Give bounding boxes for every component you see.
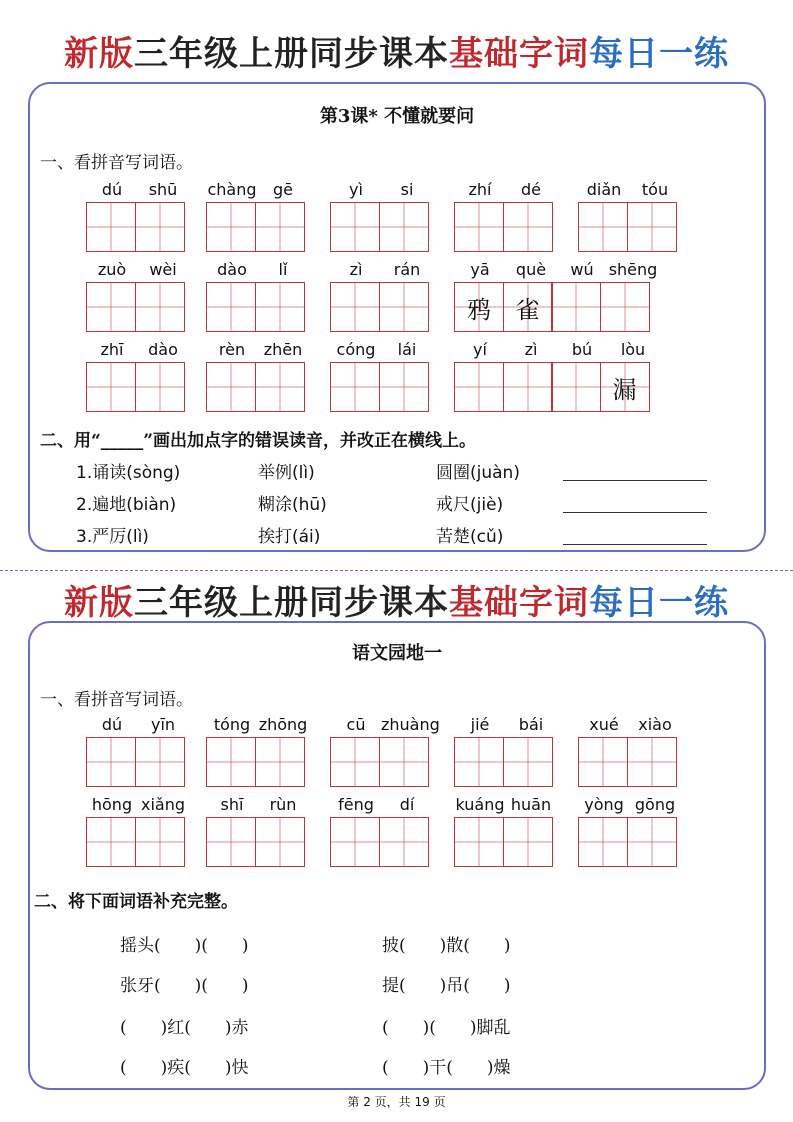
- pinyin-syllable: rèn: [218, 340, 246, 359]
- tianzige-cell[interactable]: [135, 202, 185, 252]
- cell-character: [256, 738, 304, 786]
- banner-part-grade: 三年级上册同步课本: [134, 583, 449, 623]
- writing-cells: [86, 202, 183, 252]
- tianzige-cell[interactable]: [503, 817, 553, 867]
- cell-character: [628, 738, 676, 786]
- cell-character: [579, 818, 627, 866]
- pinyin-syllable: si: [400, 180, 414, 199]
- cell-character: [504, 818, 552, 866]
- pinyin-syllable: cū: [346, 715, 366, 734]
- question1-heading: 一、看拼音写词语。: [40, 690, 193, 710]
- tianzige-cell[interactable]: [379, 202, 429, 252]
- writing-cells: [86, 817, 183, 867]
- tianzige-cell[interactable]: [206, 362, 256, 412]
- cell-character: [455, 818, 503, 866]
- pinyin-syllable: cóng: [336, 340, 376, 359]
- cell-character: [380, 283, 428, 331]
- pinyin-syllable: yā: [470, 260, 490, 279]
- pronunciation-item: 苦楚(cǔ): [436, 527, 504, 547]
- idiom-blank[interactable]: 披( )散( ): [382, 936, 511, 956]
- cell-character: [552, 363, 600, 411]
- banner-part-grade: 三年级上册同步课本: [134, 34, 449, 74]
- writing-cells: [330, 202, 427, 252]
- cell-character: [136, 363, 184, 411]
- pinyin-syllable: wèi: [149, 260, 177, 279]
- pinyin-syllable: huān: [510, 795, 552, 814]
- pinyin-syllable: dé: [521, 180, 541, 199]
- pinyin-syllable: chàng: [207, 180, 257, 199]
- writing-cells: [330, 817, 427, 867]
- pinyin-syllable: lòu: [620, 340, 646, 359]
- idiom-blank[interactable]: ( )疾( )快: [120, 1058, 249, 1078]
- pinyin-syllable: dí: [399, 795, 415, 814]
- worksheet-card-lesson3: [28, 82, 766, 552]
- writing-cells: [454, 737, 551, 787]
- answer-line[interactable]: [563, 512, 707, 513]
- cell-character: [601, 283, 649, 331]
- writing-cells: [86, 737, 183, 787]
- page-banner-title-2: [0, 575, 793, 624]
- cell-character: [331, 818, 379, 866]
- writing-cells: [86, 282, 183, 332]
- tianzige-cell[interactable]: [600, 282, 650, 332]
- tianzige-cell[interactable]: [135, 737, 185, 787]
- cell-character: [579, 203, 627, 251]
- cell-character: [87, 818, 135, 866]
- tianzige-cell[interactable]: [255, 202, 305, 252]
- writing-cells: [330, 282, 427, 332]
- tianzige-cell[interactable]: [86, 282, 136, 332]
- pinyin-syllable: lái: [397, 340, 417, 359]
- pinyin-syllable: zì: [524, 340, 538, 359]
- banner-part-basic: 基础字词: [449, 34, 589, 74]
- cell-character: 鸦: [467, 295, 491, 324]
- page-footer: 第 2 页，共 19 页: [347, 1095, 446, 1109]
- tianzige-cell[interactable]: [330, 737, 380, 787]
- writing-cells: [206, 282, 303, 332]
- pinyin-syllable: què: [515, 260, 547, 279]
- tianzige-cell[interactable]: [255, 362, 305, 412]
- pronunciation-item: 1.诵读(sòng): [76, 463, 181, 483]
- cell-character: 漏: [612, 375, 637, 404]
- tianzige-cell[interactable]: [86, 737, 136, 787]
- tianzige-cell[interactable]: [86, 362, 136, 412]
- writing-cells: [578, 202, 675, 252]
- tianzige-cell[interactable]: [503, 362, 553, 412]
- cell-character: [380, 738, 428, 786]
- pinyin-syllable: tóng: [213, 715, 251, 734]
- writing-cells: [206, 202, 303, 252]
- cell-character: [207, 818, 255, 866]
- banner-part-daily: 每日一练: [589, 583, 729, 623]
- tianzige-cell[interactable]: [206, 282, 256, 332]
- answer-line[interactable]: [563, 544, 707, 545]
- tianzige-cell[interactable]: [600, 362, 650, 412]
- tianzige-cell[interactable]: [627, 202, 677, 252]
- tianzige-cell[interactable]: [454, 737, 504, 787]
- pinyin-syllable: yì: [349, 180, 363, 199]
- page-divider: [0, 570, 793, 571]
- cell-character: [256, 818, 304, 866]
- tianzige-cell[interactable]: [551, 362, 601, 412]
- pinyin-syllable: jié: [470, 715, 490, 734]
- writing-cells: [330, 737, 427, 787]
- writing-cells: [454, 282, 648, 332]
- pinyin-syllable: dú: [101, 180, 123, 199]
- lesson-title: 第3课* 不懂就要问: [319, 106, 475, 127]
- tianzige-cell[interactable]: [578, 817, 628, 867]
- idiom-blank[interactable]: 提( )吊( ): [382, 976, 511, 996]
- cell-character: [504, 363, 552, 411]
- tianzige-cell[interactable]: [627, 817, 677, 867]
- writing-cells: [330, 362, 427, 412]
- question1-heading: 一、看拼音写词语。: [40, 153, 193, 173]
- cell-character: [87, 738, 135, 786]
- cell-character: [628, 203, 676, 251]
- tianzige-cell[interactable]: [255, 282, 305, 332]
- writing-cells: [206, 362, 303, 412]
- pinyin-syllable: zhí: [468, 180, 492, 199]
- writing-cells: [578, 737, 675, 787]
- cell-character: [455, 363, 503, 411]
- tianzige-cell[interactable]: [379, 362, 429, 412]
- pinyin-syllable: yòng: [584, 795, 624, 814]
- cell-character: [207, 363, 255, 411]
- pinyin-syllable: shēng: [608, 260, 658, 279]
- pinyin-syllable: fēng: [338, 795, 374, 814]
- pronunciation-item: 挨打(ái): [258, 527, 321, 547]
- tianzige-cell[interactable]: [255, 817, 305, 867]
- answer-line[interactable]: [563, 480, 707, 481]
- tianzige-cell[interactable]: [206, 737, 256, 787]
- cell-character: [331, 738, 379, 786]
- cell-character: [455, 203, 503, 251]
- writing-cells: [86, 362, 183, 412]
- banner-part-new-edition: 新版: [64, 34, 134, 74]
- tianzige-cell[interactable]: [454, 362, 504, 412]
- idiom-blank[interactable]: ( )干( )燥: [382, 1058, 511, 1078]
- tianzige-cell[interactable]: [135, 282, 185, 332]
- cell-character: [331, 363, 379, 411]
- tianzige-cell[interactable]: [551, 282, 601, 332]
- writing-cells: [454, 817, 551, 867]
- cell-character: [87, 203, 135, 251]
- pinyin-syllable: gē: [273, 180, 293, 199]
- pronunciation-item: 2.遍地(biàn): [76, 495, 177, 515]
- worksheet-card-garden1: [28, 621, 766, 1090]
- pinyin-syllable: dú: [101, 715, 123, 734]
- pinyin-syllable: zuò: [97, 260, 127, 279]
- idiom-blank[interactable]: ( )( )脚乱: [382, 1018, 511, 1038]
- cell-character: [136, 818, 184, 866]
- pinyin-syllable: dào: [148, 340, 178, 359]
- lesson-title: 语文园地一: [352, 643, 442, 664]
- tianzige-cell[interactable]: [454, 817, 504, 867]
- tianzige-cell[interactable]: [86, 202, 136, 252]
- tianzige-cell[interactable]: [379, 282, 429, 332]
- cell-character: [504, 738, 552, 786]
- pinyin-syllable: shū: [148, 180, 178, 199]
- pinyin-syllable: gōng: [634, 795, 676, 814]
- cell-character: [380, 363, 428, 411]
- tianzige-cell[interactable]: [86, 817, 136, 867]
- pinyin-syllable: rán: [393, 260, 421, 279]
- tianzige-cell[interactable]: [206, 202, 256, 252]
- pinyin-syllable: zhōng: [258, 715, 308, 734]
- cell-character: [136, 738, 184, 786]
- cell-character: [579, 738, 627, 786]
- cell-character: [552, 283, 600, 331]
- pinyin-syllable: zhēn: [263, 340, 303, 359]
- writing-cells: [578, 817, 675, 867]
- cell-character: [455, 738, 503, 786]
- tianzige-cell[interactable]: [454, 282, 504, 332]
- tianzige-cell[interactable]: [330, 282, 380, 332]
- tianzige-cell[interactable]: [330, 817, 380, 867]
- pinyin-syllable: bú: [571, 340, 593, 359]
- tianzige-cell[interactable]: [206, 817, 256, 867]
- cell-character: [331, 283, 379, 331]
- tianzige-cell[interactable]: [503, 202, 553, 252]
- writing-cells: [454, 202, 551, 252]
- pinyin-syllable: diǎn: [586, 180, 622, 199]
- cell-character: [331, 203, 379, 251]
- pinyin-syllable: rùn: [269, 795, 297, 814]
- idiom-blank[interactable]: ( )红( )赤: [120, 1018, 249, 1038]
- tianzige-cell[interactable]: [578, 737, 628, 787]
- pronunciation-item: 3.严厉(lì): [76, 527, 149, 547]
- tianzige-cell[interactable]: [255, 737, 305, 787]
- pinyin-syllable: bái: [518, 715, 544, 734]
- pronunciation-item: 糊涂(hū): [258, 495, 327, 515]
- cell-character: [504, 203, 552, 251]
- pinyin-syllable: lǐ: [278, 260, 288, 279]
- idiom-blank[interactable]: 张牙( )( ): [120, 976, 249, 996]
- pinyin-syllable: tóu: [641, 180, 669, 199]
- pinyin-syllable: xiào: [638, 715, 672, 734]
- cell-character: [380, 203, 428, 251]
- pinyin-syllable: wú: [570, 260, 594, 279]
- cell-character: [87, 283, 135, 331]
- pinyin-syllable: kuáng: [455, 795, 505, 814]
- pinyin-syllable: zì: [349, 260, 363, 279]
- question2-heading: 二、用“_____”画出加点字的错误读音，并改正在横线上。: [40, 431, 477, 451]
- cell-character: 雀: [515, 295, 540, 324]
- tianzige-cell[interactable]: [379, 737, 429, 787]
- cell-character: [136, 283, 184, 331]
- pinyin-syllable: yīn: [150, 715, 176, 734]
- question2-heading: 二、将下面词语补充完整。: [34, 892, 238, 912]
- banner-part-basic: 基础字词: [449, 583, 589, 623]
- cell-character: [207, 283, 255, 331]
- cell-character: [207, 738, 255, 786]
- tianzige-cell[interactable]: [330, 202, 380, 252]
- pinyin-syllable: shī: [220, 795, 244, 814]
- cell-character: [256, 363, 304, 411]
- pinyin-syllable: xué: [589, 715, 619, 734]
- tianzige-cell[interactable]: [135, 362, 185, 412]
- tianzige-cell[interactable]: [379, 817, 429, 867]
- writing-cells: [206, 817, 303, 867]
- pronunciation-item: 圆圈(juàn): [436, 463, 520, 483]
- pinyin-syllable: dào: [217, 260, 247, 279]
- writing-cells: [206, 737, 303, 787]
- pronunciation-item: 举例(lì): [258, 463, 315, 483]
- cell-character: [628, 818, 676, 866]
- banner-part-daily: 每日一练: [589, 34, 729, 74]
- tianzige-cell[interactable]: [578, 202, 628, 252]
- pronunciation-item: 戒尺(jiè): [436, 495, 504, 515]
- cell-character: [87, 363, 135, 411]
- banner-part-new-edition: 新版: [64, 583, 134, 623]
- cell-character: [256, 283, 304, 331]
- tianzige-cell[interactable]: [135, 817, 185, 867]
- pinyin-syllable: xiǎng: [140, 795, 185, 814]
- cell-character: [256, 203, 304, 251]
- tianzige-cell[interactable]: [627, 737, 677, 787]
- page-banner-title: [0, 26, 793, 75]
- pinyin-syllable: zhuàng: [381, 715, 440, 734]
- tianzige-cell[interactable]: [503, 737, 553, 787]
- pinyin-syllable: hōng: [91, 795, 133, 814]
- pinyin-syllable: yí: [473, 340, 487, 359]
- writing-cells: [454, 362, 648, 412]
- idiom-blank[interactable]: 摇头( )( ): [120, 936, 249, 956]
- tianzige-cell[interactable]: [503, 282, 553, 332]
- tianzige-cell[interactable]: [330, 362, 380, 412]
- cell-character: [380, 818, 428, 866]
- tianzige-cell[interactable]: [454, 202, 504, 252]
- cell-character: [136, 203, 184, 251]
- pinyin-syllable: zhī: [100, 340, 124, 359]
- cell-character: [207, 203, 255, 251]
